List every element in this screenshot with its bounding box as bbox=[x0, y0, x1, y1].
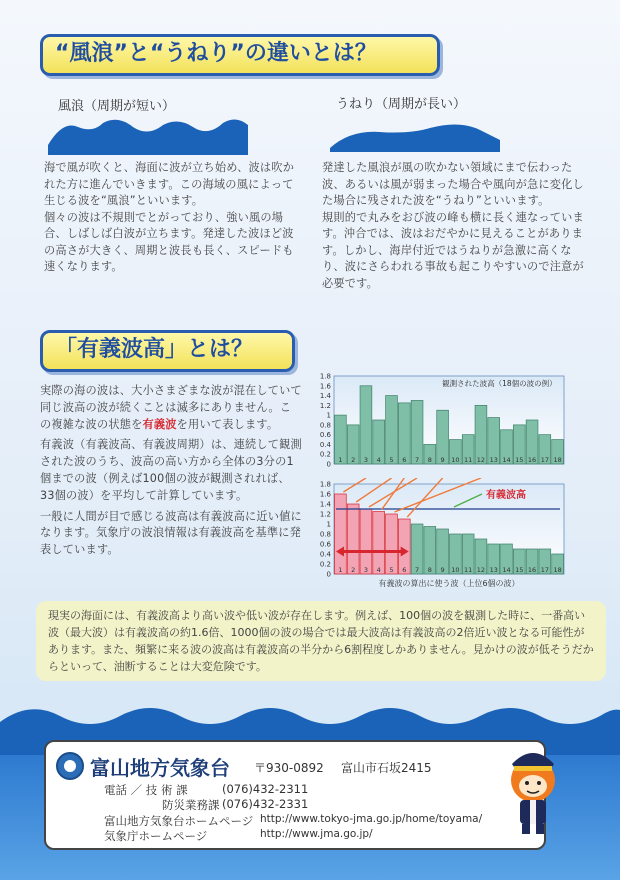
x-tick-label: 10 bbox=[451, 566, 460, 574]
x-tick-label: 7 bbox=[414, 456, 420, 464]
x-tick-label: 18 bbox=[553, 456, 562, 464]
y-tick-label: 0.8 bbox=[319, 530, 331, 539]
x-tick-label: 13 bbox=[489, 566, 498, 574]
x-tick-label: 2 bbox=[351, 566, 356, 574]
swell-illustration bbox=[330, 118, 500, 152]
y-tick-label: 1.4 bbox=[319, 392, 331, 401]
reference-label: 有義波高 bbox=[486, 490, 526, 501]
note-text: 現実の海面には、有義波高より高い波や低い波が存在します。例えば、100個の波を観測した時に、一番高い波（最大波）は有義波高の約1.6倍、1000個の波の場合では最大波高は有義波高の2倍近い波となる可能性があります。また、頻繁に来る波の波高は有義波高の半分から6割程度しかありません。見かけの波が低そうだからといって、油断することは大変危険です。 bbox=[48, 609, 594, 673]
contact-label-4: 気象庁ホームページ bbox=[104, 829, 208, 843]
x-tick-label: 11 bbox=[464, 456, 473, 464]
x-tick-label: 4 bbox=[376, 456, 381, 464]
sig-wave-paragraph-2: 有義波（有義波高、有義波周期）は、連続して観測された波のうち、波高の高い方から全体の3分の1個までの波（例えば100個の波が観測されれば、33個の波）を平均して計算しています。 bbox=[40, 438, 302, 502]
sig-wave-highlight: 有義波 bbox=[142, 417, 177, 431]
x-tick-label: 6 bbox=[402, 456, 407, 464]
swell-heading: うねり（周期が長い） bbox=[336, 97, 467, 112]
section1-title: “風浪”と“うねり”の違いとは？ bbox=[40, 34, 440, 76]
x-tick-label: 15 bbox=[515, 456, 524, 464]
y-tick-label: 0.2 bbox=[319, 560, 331, 569]
bar bbox=[360, 509, 372, 574]
x-tick-label: 8 bbox=[427, 566, 432, 574]
bar bbox=[347, 504, 359, 574]
x-tick-label: 10 bbox=[451, 456, 460, 464]
y-tick-label: 0.6 bbox=[319, 431, 331, 440]
x-tick-label: 16 bbox=[527, 566, 537, 574]
jma-homepage-link[interactable]: http://www.jma.go.jp/ bbox=[260, 828, 373, 840]
contact-label-1: 電話 ／ 技 術 課 bbox=[104, 783, 188, 797]
swell-description bbox=[322, 160, 584, 292]
x-tick-label: 4 bbox=[376, 566, 381, 574]
x-tick-label: 1 bbox=[338, 456, 343, 464]
y-tick-label: 1.8 bbox=[319, 480, 331, 489]
wind-wave-heading: 風浪（周期が短い） bbox=[58, 99, 176, 114]
x-tick-label: 5 bbox=[389, 566, 394, 574]
y-tick-label: 1.6 bbox=[319, 490, 331, 499]
footer-box bbox=[44, 740, 546, 850]
significant-wave-description bbox=[40, 383, 302, 559]
jma-logo-icon bbox=[56, 752, 84, 780]
x-axis-label: 有義波の算出に使う波（上位6個の波） bbox=[378, 579, 520, 588]
x-tick-label: 6 bbox=[402, 566, 407, 574]
x-tick-label: 3 bbox=[363, 566, 369, 574]
y-tick-label: 1.6 bbox=[319, 382, 331, 391]
bar bbox=[335, 494, 347, 574]
observed-waves-chart bbox=[312, 370, 572, 470]
chart-title: 観測された波高（18個の波の例） bbox=[442, 379, 557, 388]
x-tick-label: 14 bbox=[502, 566, 511, 574]
y-tick-label: 0 bbox=[326, 460, 331, 469]
bar bbox=[386, 514, 398, 574]
y-tick-label: 0.6 bbox=[319, 540, 331, 549]
y-tick-label: 0.4 bbox=[319, 550, 331, 559]
x-tick-label: 15 bbox=[515, 566, 524, 574]
y-tick-label: 1 bbox=[326, 520, 331, 529]
sig-wave-p1-post: を用いて表します。 bbox=[176, 417, 279, 431]
postal-code: 〒930-0892 bbox=[254, 761, 324, 775]
y-tick-label: 0.8 bbox=[319, 421, 331, 430]
significant-wave-chart bbox=[312, 478, 572, 588]
bar bbox=[373, 512, 385, 575]
section2-title: 「有義波高」とは？ bbox=[40, 330, 295, 372]
contact-tel-2[interactable]: (076)432-2331 bbox=[222, 797, 309, 811]
x-tick-label: 17 bbox=[540, 456, 549, 464]
x-tick-label: 18 bbox=[553, 566, 562, 574]
x-tick-label: 3 bbox=[363, 456, 369, 464]
x-tick-label: 17 bbox=[540, 566, 549, 574]
x-tick-label: 8 bbox=[427, 456, 432, 464]
y-tick-label: 0.4 bbox=[319, 440, 331, 449]
sig-wave-p1-pre: 実際の海の波は、大小さまざまな波が混在していて同じ波高の波が続くことは滅多にありません。この複雑な波の状態を bbox=[40, 384, 302, 431]
x-tick-label: 13 bbox=[489, 456, 498, 464]
x-tick-label: 1 bbox=[338, 566, 343, 574]
y-tick-label: 0 bbox=[326, 570, 331, 579]
wind-wave-illustration bbox=[48, 115, 248, 155]
x-tick-label: 9 bbox=[440, 456, 445, 464]
x-tick-label: 2 bbox=[351, 456, 356, 464]
sig-wave-paragraph-3: 一般に人間が目で感じる波高は有義波高に近い値になります。気象庁の波浪情報は有義波高を基準に発表しています。 bbox=[40, 509, 302, 557]
bar bbox=[360, 386, 372, 464]
toyama-homepage-link[interactable]: http://www.tokyo-jma.go.jp/home/toyama/ bbox=[260, 813, 483, 825]
wind-wave-description bbox=[44, 160, 302, 276]
x-tick-label: 16 bbox=[527, 456, 537, 464]
swell-paragraph-1: 発達した風浪が風の吹かない領域にまで伝わった波、あるいは風が弱まった場合や風向が急に変化した場合に残された波を“うねり”といいます。 bbox=[322, 161, 584, 207]
swell-paragraph-2: 規則的で丸みをおび波の峰も横に長く連なっています。沖合では、波はおだやかに見えることがあります。しかし、海岸付近ではうねりが急激に高くなり、波にさらわれる事故も起こりやすいので注意が必要です。 bbox=[322, 210, 584, 290]
wind-wave-paragraph-2: 個々の波は不規則でとがっており、強い風の場合、しばしば白波が立ちます。発達した波ほど波の高さが大きく、周期と波長も長く、スピードも速くなります。 bbox=[44, 210, 294, 273]
contact-tel-1[interactable]: (076)432-2311 bbox=[222, 782, 309, 796]
x-tick-label: 12 bbox=[476, 566, 486, 574]
y-tick-label: 1.4 bbox=[319, 500, 331, 509]
bar bbox=[398, 403, 410, 464]
bar bbox=[386, 396, 398, 464]
contact-label-2: 防災業務課 bbox=[162, 798, 220, 812]
y-tick-label: 1.2 bbox=[319, 510, 331, 519]
y-tick-label: 0.2 bbox=[319, 450, 331, 459]
wind-wave-paragraph-1: 海で風が吹くと、海面に波が立ち始め、波は吹かれた方に進んでいきます。この海域の風によって生じる波を“風浪”といいます。 bbox=[44, 161, 295, 207]
x-tick-label: 5 bbox=[389, 456, 394, 464]
x-tick-label: 14 bbox=[502, 456, 511, 464]
x-tick-label: 11 bbox=[464, 566, 473, 574]
note-box bbox=[36, 601, 606, 681]
y-tick-label: 1 bbox=[326, 411, 331, 420]
y-tick-label: 1.8 bbox=[319, 372, 331, 381]
x-tick-label: 7 bbox=[414, 566, 420, 574]
contact-label-3: 富山地方気象台ホームページ bbox=[104, 814, 254, 828]
org-name: 富山地方気象台 bbox=[90, 756, 230, 780]
x-tick-label: 9 bbox=[440, 566, 445, 574]
x-tick-label: 12 bbox=[476, 456, 486, 464]
address: 富山市石坂2415 bbox=[341, 761, 432, 775]
y-tick-label: 1.2 bbox=[319, 401, 331, 410]
bar bbox=[411, 400, 423, 464]
mascot-image bbox=[500, 740, 566, 840]
sig-wave-paragraph-1 bbox=[40, 383, 302, 433]
